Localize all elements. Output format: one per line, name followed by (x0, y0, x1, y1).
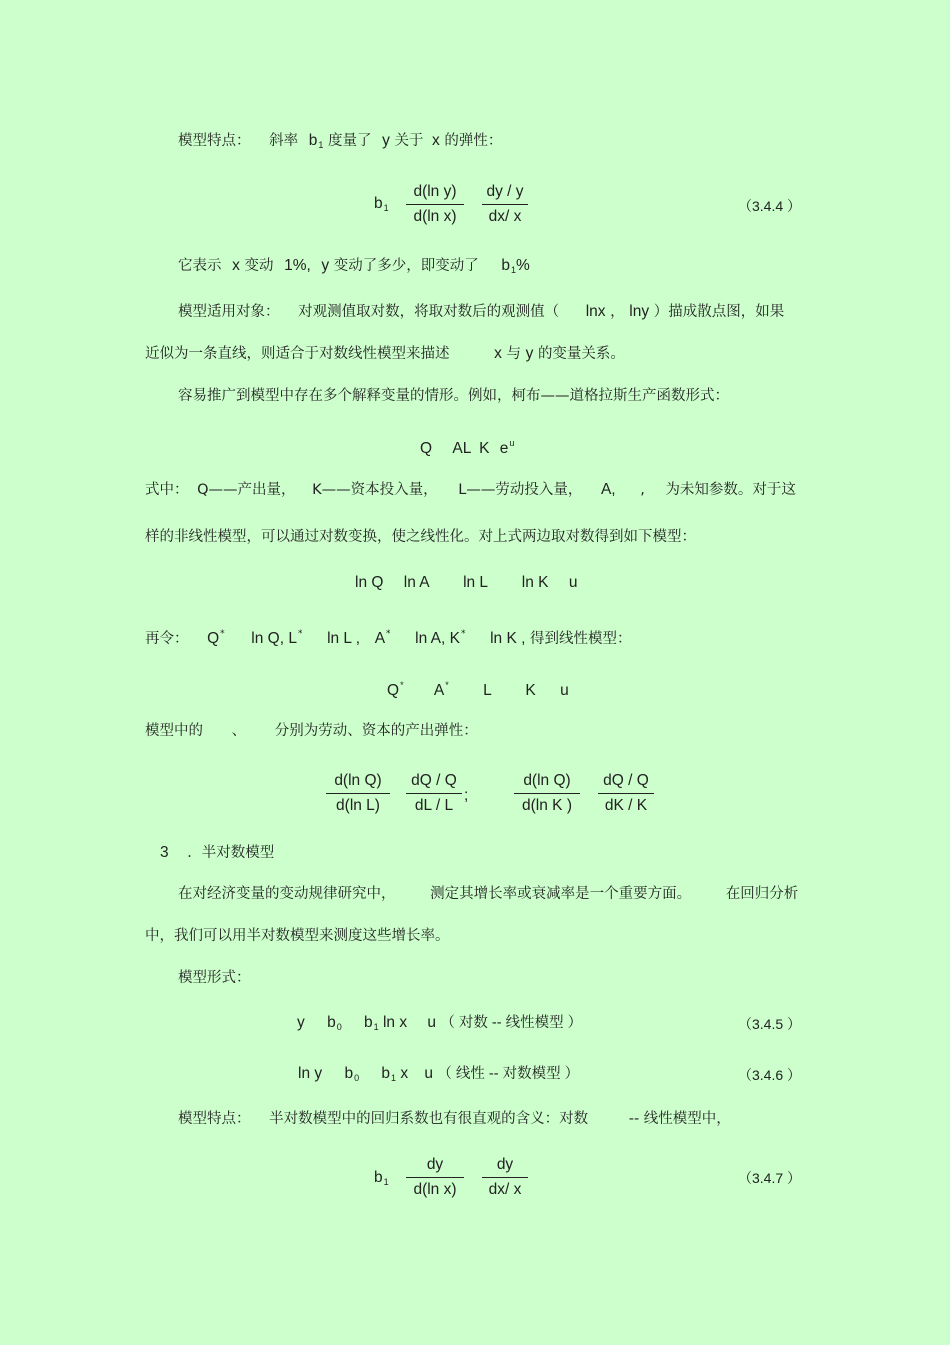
symbol-b1-percent: $b_1\%$ (501, 257, 530, 275)
text: 的弹性： (444, 133, 503, 149)
label: 模型特点： (178, 133, 251, 149)
paragraph-where: 式中： Q——产出量， K——资本投入量， L——劳动投入量， A, , 为未知参数。对于这 (145, 481, 796, 498)
paragraph-elasticities: 模型中的 、 分别为劳动、资本的产出弹性： (145, 723, 478, 739)
symbol-b1: $b_1$ (308, 132, 324, 150)
equation-lhs: $b_1$ (374, 1169, 389, 1187)
symbol: y (382, 132, 390, 149)
section-heading: 3 ．半对数模型 (160, 844, 275, 861)
equation-number: （3.4.7 ） (738, 1170, 802, 1186)
paragraph-line: 近似为一条直线，则适合于对数线性模型来描述 x 与 y 的变量关系。 (145, 345, 625, 362)
paragraph-growth: 在对经济变量的变动规律研究中， 测定其增长率或衰减率是一个重要方面。 在回归分析 (178, 886, 799, 902)
equation-345: y $b_0$ $b_1$ ln x u （ 对数 -- 线性模型 ） (297, 1014, 583, 1032)
equation-cobb-douglas: Q AL K $e^u$ (420, 438, 515, 457)
text: 度量了 (327, 133, 372, 149)
equation-number: （3.4.5 ） (738, 1016, 802, 1032)
fraction: dy / y dx/ x (482, 182, 528, 227)
text: 关于 (394, 133, 424, 149)
text: 斜率 (269, 133, 299, 149)
equation-number: （3.4.4 ） (738, 198, 802, 214)
equation-starred: Q* A* L K u (387, 680, 569, 699)
equation-346: ln y $b_0$ $b_1$ x u （ 线性 -- 对数模型 ） (298, 1065, 580, 1083)
equation-log: ln Q ln A ln L ln K u (355, 574, 578, 591)
paragraph-model-form: 模型形式： (178, 970, 251, 986)
paragraph-cobb-douglas: 容易推广到模型中存在多个解释变量的情形。例如，柯布——道格拉斯生产函数形式： (178, 388, 729, 404)
fraction: d(ln Q) d(ln L) (326, 771, 390, 816)
equation-lhs: $b_1$ (374, 195, 389, 213)
symbol: x (432, 132, 440, 149)
paragraph-semilog-feature: 模型特点： 半对数模型中的回归系数也有很直观的含义：对数 -- 线性模型中， (178, 1111, 731, 1127)
paragraph-applicable: 模型适用对象： 对观测值取对数，将取对数后的观测值（ lnx ， lny ）描成散点图，如果 (178, 303, 785, 320)
paragraph-growth-cont: 中，我们可以用半对数模型来测度这些增长率。 (145, 928, 450, 944)
fraction: dQ / Q dK / K (598, 771, 654, 816)
paragraph-let: 再令： Q* ln Q, L* ln L , A* ln A, K* ln K , 得到线性模型： (145, 629, 632, 647)
fraction: dy dx/ x (482, 1155, 528, 1200)
paragraph-linearize: 样的非线性模型，可以通过对数变换，使之线性化。对上式两边取对数得到如下模型： (145, 529, 696, 545)
paragraph-model-feature (178, 131, 502, 155)
fraction: dy d(ln x) (406, 1155, 464, 1200)
equation-number: （3.4.6 ） (738, 1067, 802, 1083)
fraction: dQ / Q dL / L (406, 771, 462, 816)
fraction: d(ln y) d(ln x) (406, 182, 464, 227)
fraction: d(ln Q) d(ln K ) (514, 771, 580, 816)
paragraph-elasticity-meaning: 它表示 x 变动 1%, y 变动了多少，即变动了 $b_1\%$ (178, 257, 530, 275)
separator: ; (464, 787, 469, 804)
